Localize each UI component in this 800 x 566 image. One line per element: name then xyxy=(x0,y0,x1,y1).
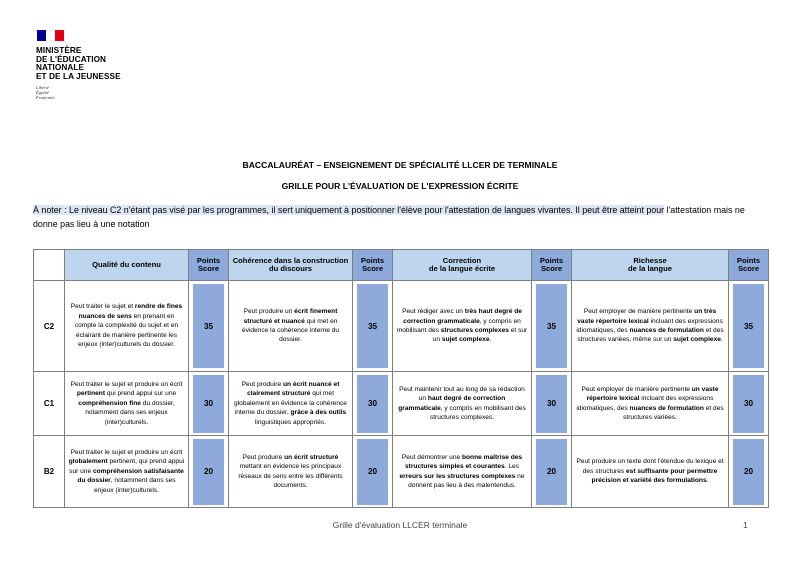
ministry-name: MINISTÈRE DE L'ÉDUCATION NATIONALE ET DE LA JEUNESSE xyxy=(36,46,121,81)
correction-cell: Peut rédiger avec un très haut degré de correction grammaticale, y compris en mobilisant des structures complexes et sur un sujet complexe. xyxy=(393,281,532,372)
header-points: Points Score xyxy=(729,250,769,281)
note-text: l'attestation mais ne donne pas lieu à une notation xyxy=(33,205,745,229)
evaluation-grid xyxy=(33,249,769,508)
level-cell: C2 xyxy=(34,281,65,372)
page-footer: Grille d'évaluation LLCER terminale xyxy=(332,520,468,530)
points-cell: 30 xyxy=(729,372,769,436)
points-cell: 35 xyxy=(189,281,229,372)
contenu-cell: Peut traiter le sujet et produire un écrit globalement pertinent, qui prend appui sur une compréhension satisfaisante du dossier, notamment dans ses enjeux (inter)culturels. xyxy=(65,436,189,508)
note-highlighted-text: À noter : Le niveau C2 n'étant pas visé par les programmes, il sert uniquement à positionner l'élève pour l'attestation de langues vivantes. Il peut être atteint pour xyxy=(33,205,665,215)
richesse-cell: Peut employer de manière pertinente un très vaste répertoire lexical incluant des expressions idiomatiques, des nuances de formulation et des structures variées, même sur un sujet complexe. xyxy=(572,281,729,372)
ministry-logo xyxy=(36,30,156,100)
header-row xyxy=(34,250,769,281)
table-row xyxy=(34,372,769,436)
coherence-cell: Peut produire un écrit nuancé et clairement structuré qui met globalement en évidence la cohérence interne du dossier, grâce à des outils linguistiques appropriés. xyxy=(229,372,353,436)
note-paragraph xyxy=(33,203,769,231)
french-flag-icon xyxy=(37,30,64,41)
header-coherence: Cohérence dans la construction du discours xyxy=(229,250,353,281)
points-cell: 20 xyxy=(729,436,769,508)
header-points: Points Score xyxy=(353,250,393,281)
header-richesse: Richesse de la langue xyxy=(572,250,729,281)
coherence-cell: Peut produire un écrit structuré mettant en évidence les principaux réseaux de sens entre les différents documents. xyxy=(229,436,353,508)
document-subtitle: GRILLE POUR L'ÉVALUATION DE L'EXPRESSION ÉCRITE xyxy=(281,181,519,191)
header-points: Points Score xyxy=(532,250,572,281)
corner-cell xyxy=(34,250,65,281)
coherence-cell: Peut produire un écrit finement structuré et nuancé qui met en évidence la cohérence interne du dossier. xyxy=(229,281,353,372)
points-cell: 35 xyxy=(532,281,572,372)
points-cell: 30 xyxy=(353,372,393,436)
points-cell: 20 xyxy=(532,436,572,508)
contenu-cell: Peut traiter le sujet et produire un écrit pertinent qui prend appui sur une compréhension fine du dossier, notamment dans ses enjeux (inter)culturels. xyxy=(65,372,189,436)
richesse-cell: Peut produire un texte dont l'étendue du lexique et des structures est suffisante pour permettre précision et variété des formulations. xyxy=(572,436,729,508)
table-row xyxy=(34,436,769,508)
page-number: 1 xyxy=(743,520,748,530)
contenu-cell: Peut traiter le sujet et rendre de fines nuances de sens en prenant en compte la complexité du sujet et en éclairant de manière pertinente les enjeux (inter)culturels du dossier. xyxy=(65,281,189,372)
points-cell: 20 xyxy=(353,436,393,508)
points-cell: 20 xyxy=(189,436,229,508)
correction-cell: Peut démontrer une bonne maîtrise des structures simples et courantes. Les erreurs sur les structures complexes ne donnent pas lieu à des malentendus. xyxy=(393,436,532,508)
header-points: Points Score xyxy=(189,250,229,281)
points-cell: 30 xyxy=(189,372,229,436)
level-cell: C1 xyxy=(34,372,65,436)
table-row xyxy=(34,281,769,372)
points-cell: 30 xyxy=(532,372,572,436)
document-title: BACCALAURÉAT – ENSEIGNEMENT DE SPÉCIALITÉ LLCER DE TERMINALE xyxy=(242,160,558,170)
points-cell: 35 xyxy=(353,281,393,372)
header-contenu: Qualité du contenu xyxy=(65,250,189,281)
republic-motto: Liberté Égalité Fraternité xyxy=(36,85,55,101)
level-cell: B2 xyxy=(34,436,65,508)
correction-cell: Peut maintenir tout au long de sa rédaction un haut degré de correction grammaticale, y compris en mobilisant des structures complexes. xyxy=(393,372,532,436)
header-correction: Correction de la langue écrite xyxy=(393,250,532,281)
richesse-cell: Peut employer de manière pertinente un vaste répertoire lexical incluant des expressions idiomatiques, des nuances de formulation et des structures variées. xyxy=(572,372,729,436)
points-cell: 35 xyxy=(729,281,769,372)
